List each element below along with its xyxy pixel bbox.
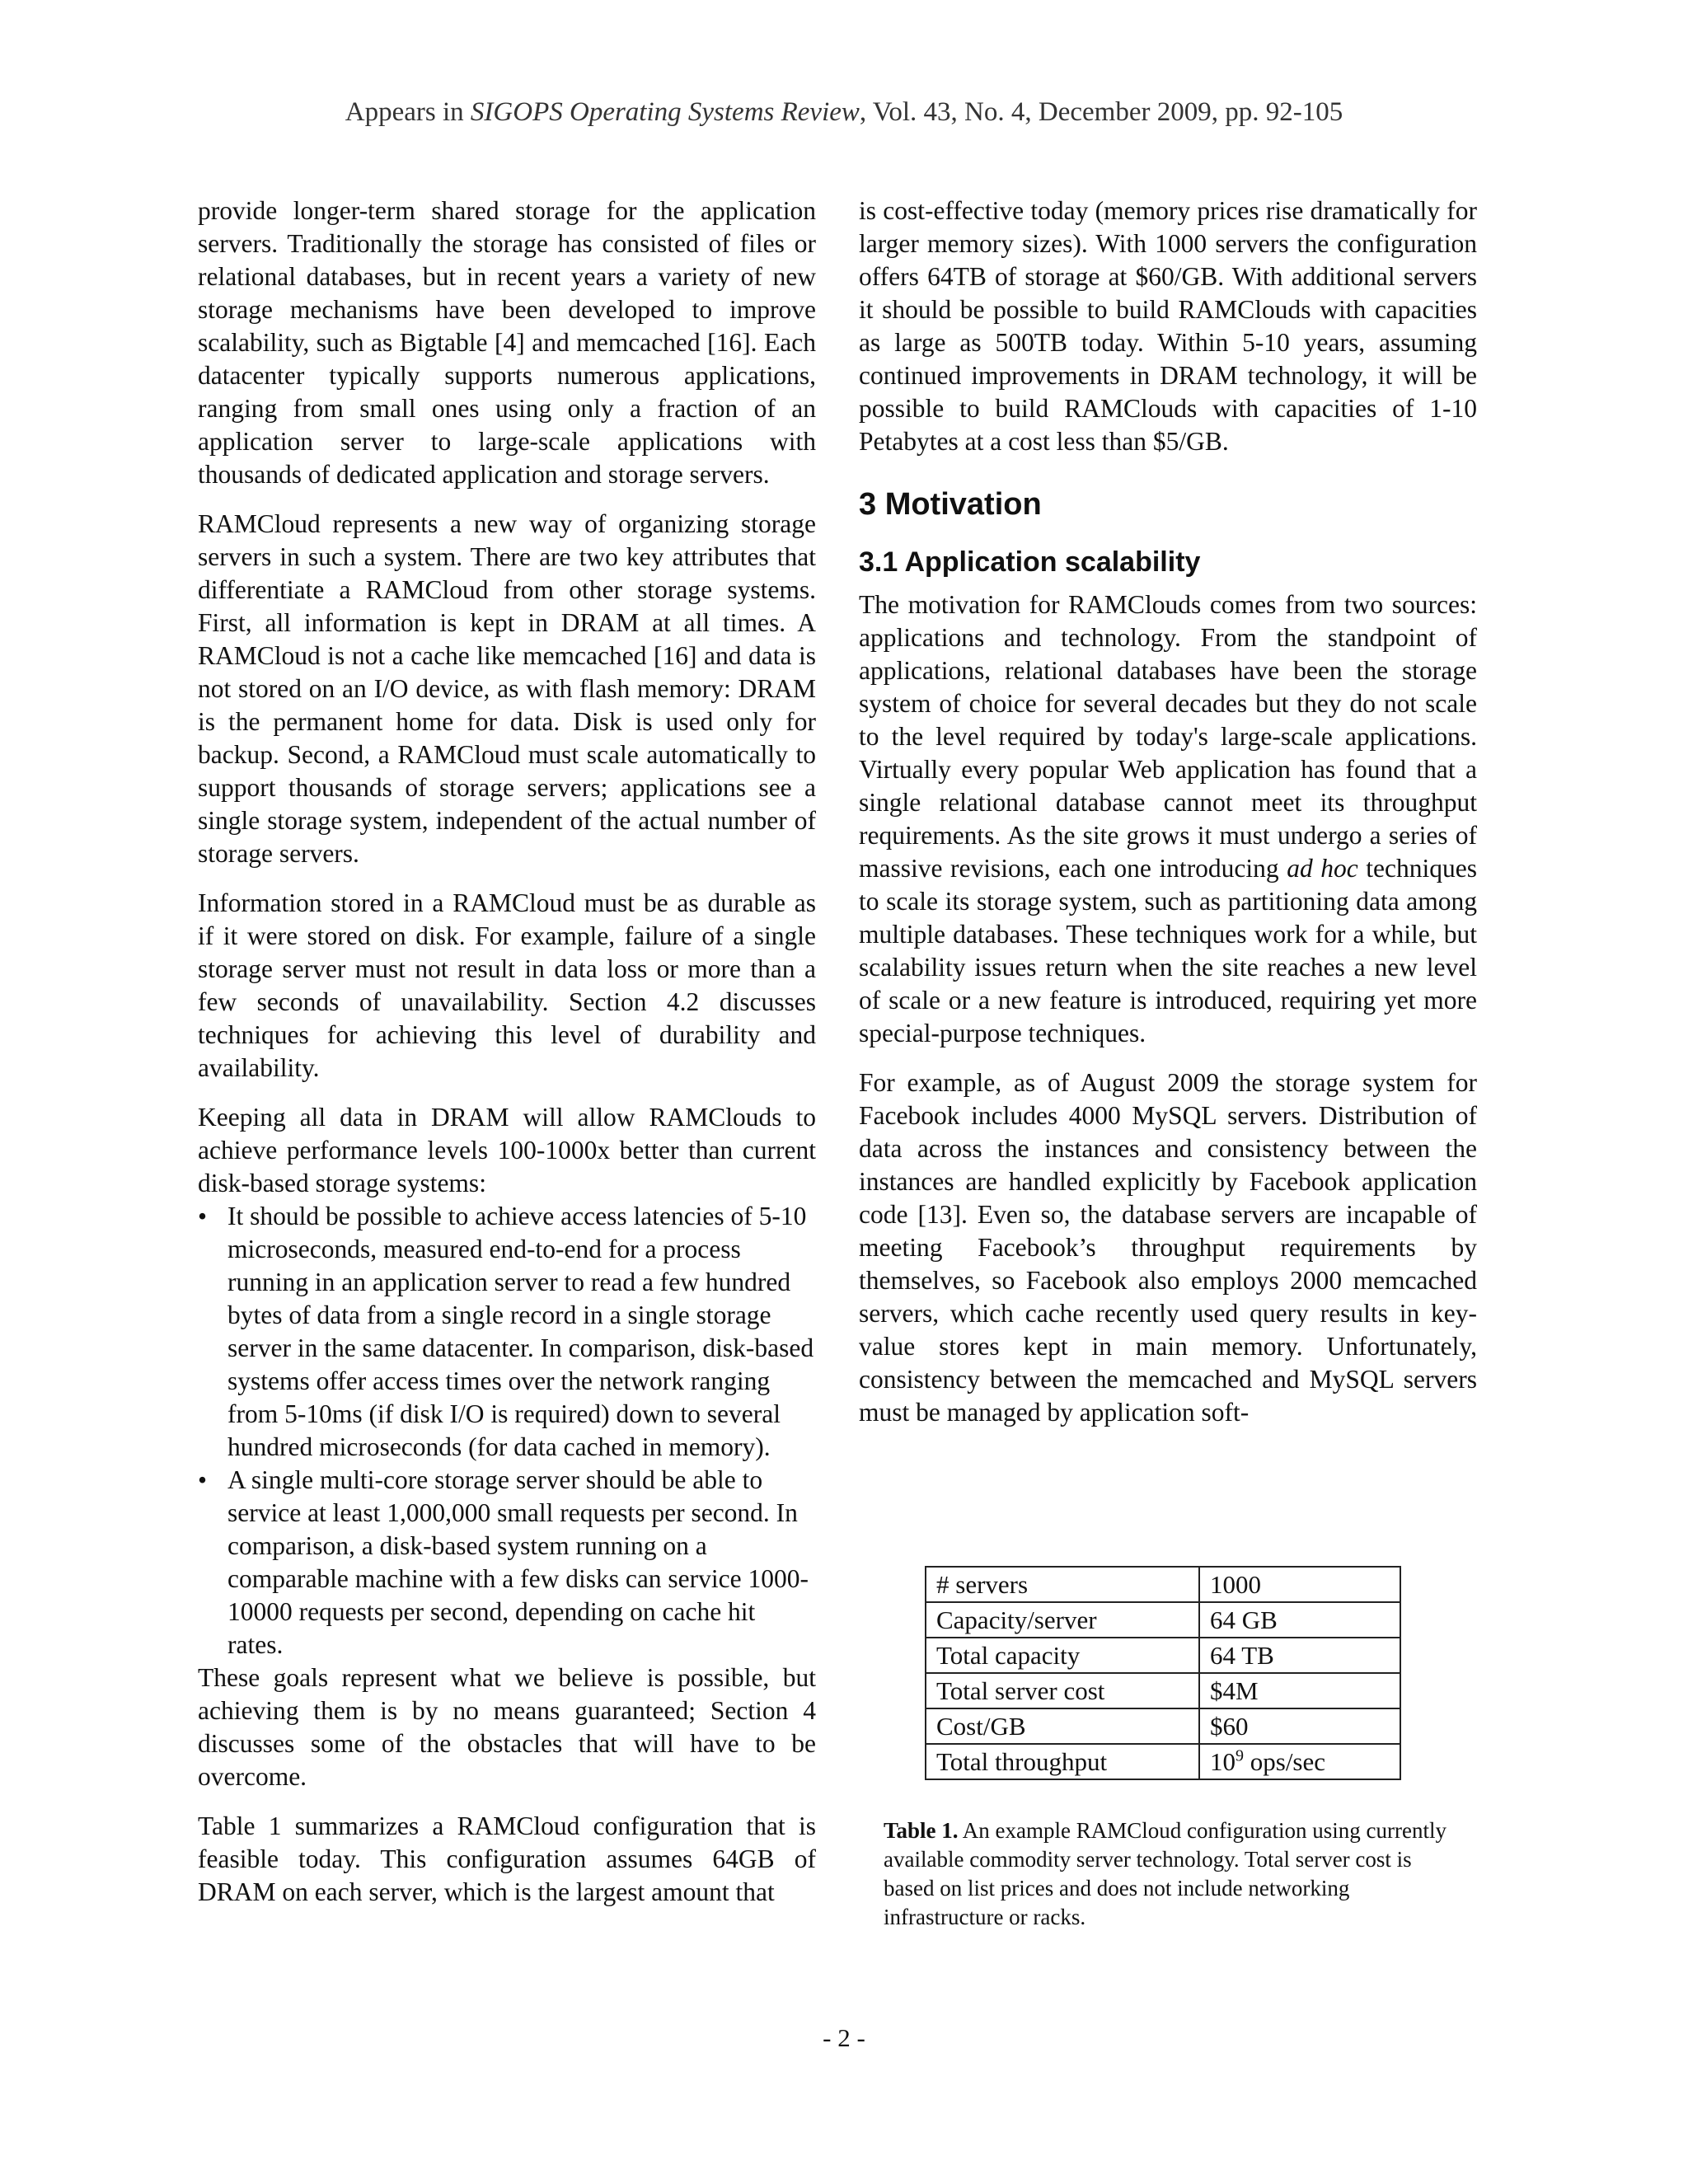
table-cell-value: 1000 xyxy=(1199,1567,1400,1602)
table-row xyxy=(926,1673,1400,1708)
table-caption xyxy=(884,1816,1452,1932)
list-item-text: It should be possible to achieve access latencies of 5-10 microseconds, measured end-to-end for a process running in an application server to read a few hundred bytes of data from a single record in a single storage server in the same datacenter. In comparison, disk-based systems offer access times over the network ranging from 5-10ms (if disk I/O is required) down to several hundred microseconds (for data cached in memory). xyxy=(227,1202,814,1461)
table-cell-value: $60 xyxy=(1199,1708,1400,1744)
table-cell-value: $4M xyxy=(1199,1673,1400,1708)
bullet-list xyxy=(198,1200,816,1661)
caption-text: An example RAMCloud configuration using currently available commodity server technology. Total server cost is based on list prices and does not include networking infrastructure or racks. xyxy=(884,1818,1447,1929)
list-item xyxy=(198,1464,816,1661)
table-row xyxy=(926,1638,1400,1673)
table-row xyxy=(926,1744,1400,1779)
table-cell-label: Total server cost xyxy=(926,1673,1199,1708)
paragraph: For example, as of August 2009 the storage system for Facebook includes 4000 MySQL servers. Distribution of data across the instances and consistency between the instances are handled explicitly by Facebook application code [13]. Even so, the database servers are incapable of meeting Facebook’s throughput requirements by themselves, so Facebook also employs 2000 memcached servers, which cache recently used query results in key-value stores kept in main memory. Unfortunately, consistency between the memcached and MySQL servers must be managed by application soft- xyxy=(859,1068,1477,1427)
subsection-heading: 3.1 Application scalability xyxy=(859,546,1201,578)
config-table xyxy=(925,1566,1401,1780)
value-unit: ops/sec xyxy=(1244,1747,1326,1776)
list-item-text: A single multi-core storage server should be able to service at least 1,000,000 small requests per second. In comparison, a disk-based system running on a comparable machine with a few disks can service 1000-10000 requests per second, depending on cache hit rates. xyxy=(227,1465,809,1659)
paragraph: Table 1 summarizes a RAMCloud configuration that is feasible today. This configuration assumes 64GB of DRAM on each server, which is the largest amount that xyxy=(198,1811,816,1906)
paragraph: provide longer-term shared storage for the application servers. Traditionally the storage has consisted of files or relational databases, but in recent years a variety of new storage mechanisms have been developed to improve scalability, such as Bigtable [4] and memcached [16]. Each datacenter typically supports numerous applications, ranging from small ones using only a fraction of an application server to large-scale applications with thousands of dedicated application and storage servers. xyxy=(198,196,816,489)
table-cell-value xyxy=(1199,1744,1400,1779)
table-row xyxy=(926,1708,1400,1744)
paragraph: Information stored in a RAMCloud must be as durable as if it were stored on disk. For example, failure of a single storage server must not result in data loss or more than a few seconds of unavailability. Section 4.2 discusses techniques for achieving this level of durability and availability. xyxy=(198,888,816,1082)
table-cell-label: Total capacity xyxy=(926,1638,1199,1673)
paragraph: RAMCloud represents a new way of organizing storage servers in such a system. There are two key attributes that differentiate a RAMCloud from other storage systems. First, all information is kept in DRAM at all times. A RAMCloud is not a cache like memcached [16] and data is not stored on an I/O device, as with flash memory: DRAM is the permanent home for data. Disk is used only for backup. Second, a RAMCloud must scale automatically to support thousands of storage servers; applications see a single storage system, independent of the actual number of storage servers. xyxy=(198,509,816,868)
paragraph: is cost-effective today (memory prices rise dramatically for larger memory sizes). With 1000 servers the configuration offers 64TB of storage at $60/GB. With additional servers it should be possible to build RAMClouds with capacities as large as 500TB today. Within 5-10 years, assuming continued improvements in DRAM technology, it will be possible to build RAMClouds with capacities of 1-10 Petabytes at a cost less than $5/GB. xyxy=(859,196,1477,456)
header-suffix: , Vol. 43, No. 4, December 2009, pp. 92-105 xyxy=(859,97,1343,127)
header-journal: SIGOPS Operating Systems Review xyxy=(470,97,860,127)
page-number: - 2 - xyxy=(823,2023,865,2052)
paragraph-text: The motivation for RAMClouds comes from two sources: applications and technology. From the standpoint of applications, relational databases have been the storage system of choice for several decades but they do not scale to the level required by today's large-scale applications. Virtually every popular Web application has found that a single relational database cannot meet its throughput requirements. As the site grows it must undergo a series of massive revisions, each one introducing xyxy=(859,590,1477,883)
right-column xyxy=(859,194,1477,1446)
table-cell-label: Capacity/server xyxy=(926,1602,1199,1638)
bullet-icon: • xyxy=(198,1465,208,1494)
list-item xyxy=(198,1200,816,1464)
paragraph xyxy=(859,588,1477,1050)
value-exponent: 9 xyxy=(1236,1746,1244,1765)
table-cell-value: 64 GB xyxy=(1199,1602,1400,1638)
caption-label: Table 1. xyxy=(884,1818,959,1843)
header-prefix: Appears in xyxy=(345,97,471,127)
left-column xyxy=(198,194,816,1925)
table-row xyxy=(926,1567,1400,1602)
table-cell-value: 64 TB xyxy=(1199,1638,1400,1673)
table-cell-label: Cost/GB xyxy=(926,1708,1199,1744)
paragraph: Keeping all data in DRAM will allow RAMClouds to achieve performance levels 100-1000x better than current disk-based storage systems: xyxy=(198,1103,816,1197)
paragraph-text: techniques to scale its storage system, such as partitioning data among multiple databases. These techniques work for a while, but scalability issues return when the site reaches a new level of scale or a new feature is introduced, requiring yet more special-purpose techniques. xyxy=(859,854,1477,1047)
table-row xyxy=(926,1602,1400,1638)
paragraph: These goals represent what we believe is possible, but achieving them is by no means guaranteed; Section 4 discusses some of the obstacles that will have to be overcome. xyxy=(198,1663,816,1791)
running-header xyxy=(0,97,1688,128)
section-heading: 3 Motivation xyxy=(859,487,1042,522)
table-cell-label: Total throughput xyxy=(926,1744,1199,1779)
bullet-icon: • xyxy=(198,1202,208,1230)
table-1 xyxy=(925,1566,1401,1780)
value-base: 10 xyxy=(1210,1747,1236,1776)
emphasis-text: ad hoc xyxy=(1287,854,1358,883)
table-cell-label: # servers xyxy=(926,1567,1199,1602)
